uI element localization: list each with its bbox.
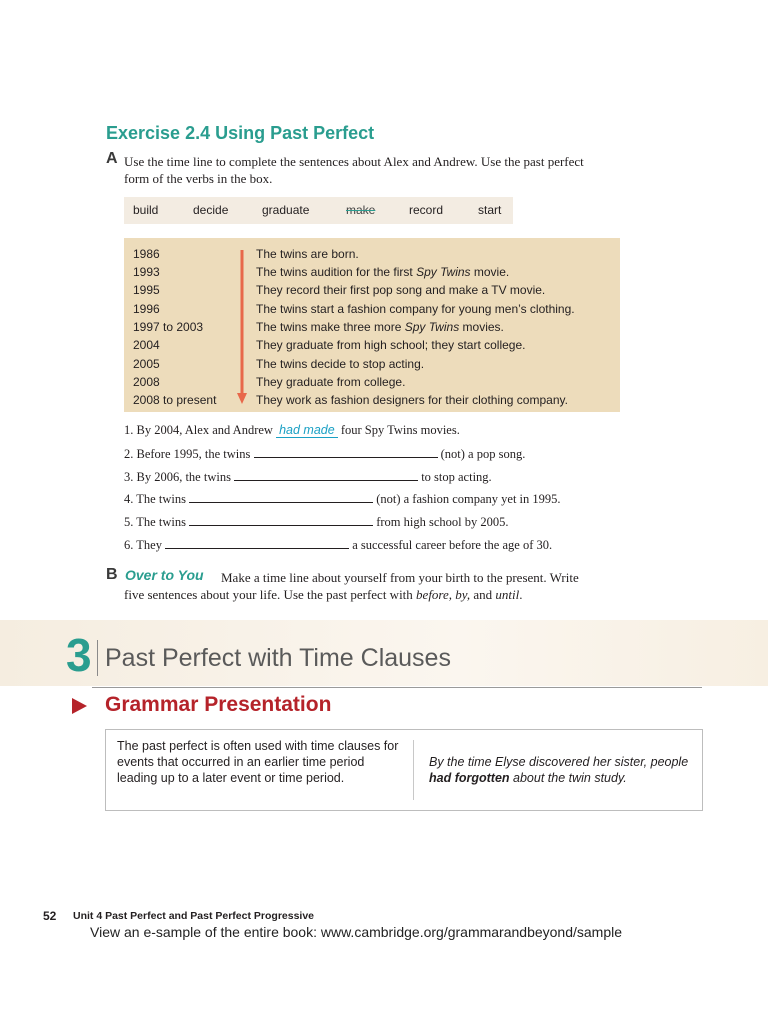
answer-blank[interactable] (254, 445, 438, 458)
timeline-year: 2005 (133, 357, 160, 371)
word-box (124, 197, 513, 224)
play-arrow-icon (72, 698, 88, 714)
timeline-event: The twins make three more Spy Twins movies. (256, 320, 504, 334)
answer-blank[interactable] (165, 536, 349, 549)
timeline-year: 2008 to present (133, 393, 217, 407)
word-build: build (133, 203, 159, 217)
over-to-you-heading: Over to You (125, 567, 204, 583)
timeline-box (124, 238, 620, 412)
timeline-year: 2004 (133, 338, 160, 352)
answer-field[interactable]: had made (276, 423, 338, 438)
word-start: start (478, 203, 502, 217)
footer-unit-title: Unit 4 Past Perfect and Past Perfect Progressive (73, 910, 315, 922)
timeline-year: 1995 (133, 283, 160, 297)
section-number: 3 (66, 629, 92, 681)
grammar-example: By the time Elyse discovered her sister, people had forgotten about the twin study. (429, 755, 689, 785)
word-record: record (409, 203, 444, 217)
timeline-year: 1996 (133, 302, 160, 316)
part-b-instructions-line2: five sentences about your life. Use the past perfect with before, by, and until. (124, 587, 523, 602)
exercise-sentence-2: 2. Before 1995, the twins (not) a pop song. (124, 447, 526, 461)
part-b-letter: B (106, 566, 118, 583)
section-title: Past Perfect with Time Clauses (105, 644, 451, 672)
timeline-event: The twins decide to stop acting. (256, 357, 425, 371)
timeline-year: 1993 (133, 265, 160, 279)
timeline-year: 2008 (133, 375, 160, 389)
exercise-sentence-3: 3. By 2006, the twins to stop acting. (124, 470, 492, 484)
timeline-arrow (237, 250, 247, 406)
word-make: make (346, 203, 376, 217)
section-divider (97, 640, 98, 676)
word-graduate: graduate (262, 203, 310, 217)
exercise-sentence-5: 5. The twins from high school by 2005. (124, 515, 509, 529)
timeline-year: 1986 (133, 247, 160, 261)
grammar-explanation: The past perfect is often used with time clauses for events that occurred in an earlier time period leading up to a later event or time period. (117, 739, 399, 785)
sample-link[interactable]: View an e-sample of the entire book: www.cambridge.org/grammarandbeyond/sample (90, 924, 623, 940)
word-decide: decide (193, 203, 229, 217)
answer-blank[interactable] (234, 468, 418, 481)
grammar-box-divider (413, 740, 414, 800)
timeline-event: They record their first pop song and make a TV movie. (256, 283, 546, 297)
part-a-letter: A (106, 150, 118, 167)
grammar-presentation-title: Grammar Presentation (105, 693, 332, 716)
answer-blank[interactable] (189, 490, 373, 503)
page-number: 52 (43, 909, 57, 923)
timeline-event: The twins are born. (256, 247, 359, 261)
timeline-event: The twins audition for the first Spy Twins movie. (256, 265, 510, 279)
timeline-event: They work as fashion designers for their clothing company. (256, 393, 568, 407)
exercise-sentence-4: 4. The twins (not) a fashion company yet in 1995. (124, 492, 561, 506)
exercise-sentence-6: 6. They a successful career before the age of 30. (124, 538, 553, 552)
timeline-event: They graduate from high school; they start college. (256, 338, 526, 352)
timeline-event: They graduate from college. (256, 375, 406, 389)
grammar-box (105, 729, 703, 811)
section-rule (92, 687, 702, 688)
part-b-instructions-line1: Make a time line about yourself from your birth to the present. Write (221, 570, 579, 585)
timeline-year: 1997 to 2003 (133, 320, 204, 334)
exercise-title: Exercise 2.4 Using Past Perfect (106, 123, 375, 143)
timeline-event: The twins start a fashion company for young men’s clothing. (256, 302, 575, 316)
part-a-instructions: Use the time line to complete the sentences about Alex and Andrew. Use the past perfect form of the verbs in the box. (124, 154, 584, 186)
answer-blank[interactable] (189, 513, 373, 526)
exercise-sentence-1: 1. By 2004, Alex and Andrew had made four Spy Twins movies. (124, 423, 460, 437)
